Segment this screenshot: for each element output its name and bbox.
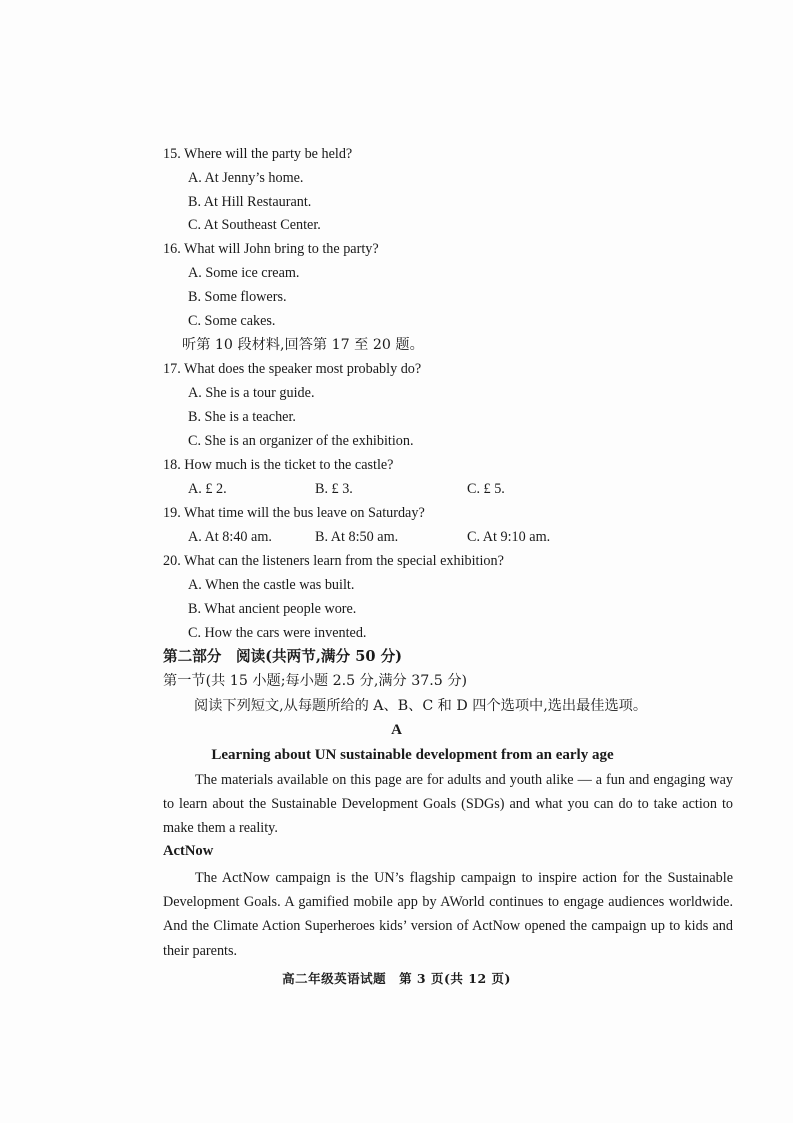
option-20a: A. When the castle was built. bbox=[188, 577, 355, 593]
option-15b: B. At Hill Restaurant. bbox=[188, 194, 312, 210]
option-18b: B. £ 3. bbox=[315, 481, 353, 497]
question-18: 18. How much is the ticket to the castle? bbox=[163, 457, 394, 473]
listening-instruction: 听第 10 段材料,回答第 17 至 20 题。 bbox=[182, 337, 424, 353]
passage-letter: A bbox=[391, 722, 402, 738]
question-17: 17. What does the speaker most probably do? bbox=[163, 361, 422, 377]
section1-heading: 第一节(共 15 小题;每小题 2.5 分,满分 37.5 分) bbox=[163, 673, 468, 689]
question-20: 20. What can the listeners learn from the special exhibition? bbox=[163, 553, 504, 569]
option-18c: C. £ 5. bbox=[467, 481, 505, 497]
option-16c: C. Some cakes. bbox=[188, 313, 276, 329]
option-20b: B. What ancient people wore. bbox=[188, 601, 357, 617]
option-15a: A. At Jenny’s home. bbox=[188, 170, 304, 186]
option-17c: C. She is an organizer of the exhibition. bbox=[188, 433, 414, 449]
passage-intro: The materials available on this page are for adults and youth alike — a fun and engaging way to learn about the Sustainable Development Goals (SDGs) and what you can do to take action to make them a reality. bbox=[163, 772, 733, 837]
part2-heading: 第二部分 阅读(共两节,满分 50 分) bbox=[163, 648, 403, 665]
option-19c: C. At 9:10 am. bbox=[467, 529, 551, 545]
question-16: 16. What will John bring to the party? bbox=[163, 241, 379, 257]
option-17b: B. She is a teacher. bbox=[188, 409, 296, 425]
option-16b: B. Some flowers. bbox=[188, 289, 287, 305]
option-19b: B. At 8:50 am. bbox=[315, 529, 399, 545]
option-19a: A. At 8:40 am. bbox=[188, 529, 272, 545]
option-17a: A. She is a tour guide. bbox=[188, 385, 315, 401]
option-18a: A. £ 2. bbox=[188, 481, 227, 497]
option-16a: A. Some ice cream. bbox=[188, 265, 300, 281]
option-15c: C. At Southeast Center. bbox=[188, 217, 321, 233]
question-19: 19. What time will the bus leave on Saturday? bbox=[163, 505, 425, 521]
page-footer: 高二年级英语试题 第 3 页(共 12 页) bbox=[282, 971, 511, 986]
reading-instruction: 阅读下列短文,从每题所给的 A、B、C 和 D 四个选项中,选出最佳选项。 bbox=[194, 698, 648, 714]
passage-body: The ActNow campaign is the UN’s flagship campaign to inspire action for the Sustainable Development Goals. A gamified mobile app by AWorld continues to engage audiences worldwide. And the Climate Action Superheroes kids’ version of ActNow opened the campaign up to kids and their parents. bbox=[163, 870, 733, 959]
question-15: 15. Where will the party be held? bbox=[163, 146, 353, 162]
option-20c: C. How the cars were invented. bbox=[188, 625, 367, 641]
passage-subheading: ActNow bbox=[163, 843, 214, 859]
passage-title: Learning about UN sustainable development from an early age bbox=[211, 747, 614, 763]
